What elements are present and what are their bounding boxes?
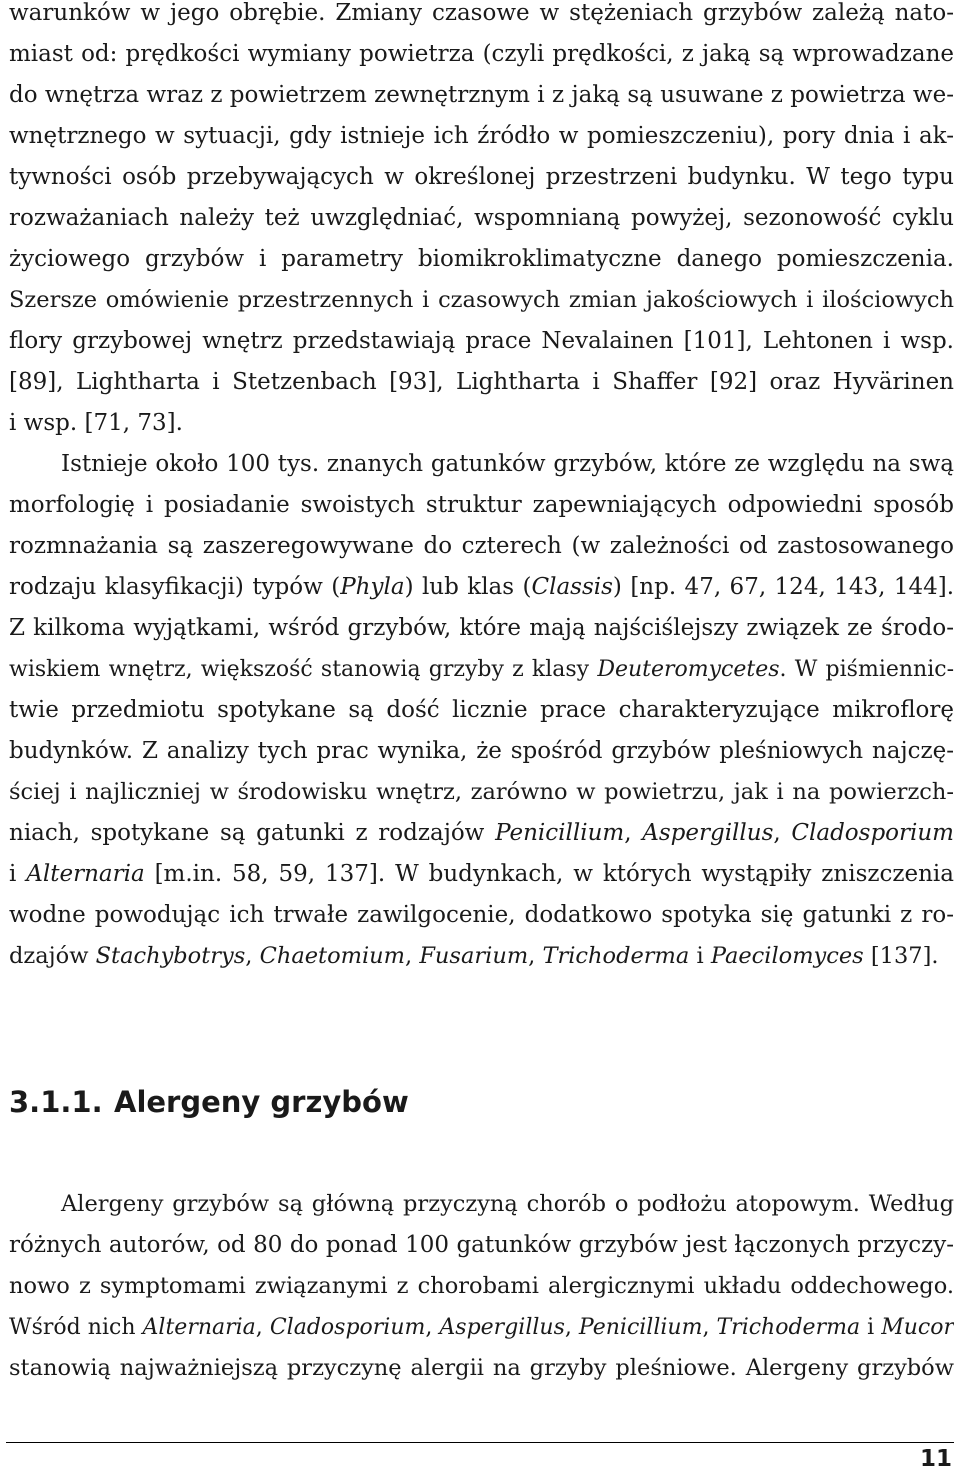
footer-rule [6, 1442, 954, 1443]
text-line [9, 936, 954, 977]
text-run: i [689, 943, 711, 969]
taxon-name: Aspergillus [642, 820, 774, 846]
text-line [9, 854, 954, 895]
text-line: wnętrznego w sytuacji, gdy istnieje ich źródło w pomieszczeniu), pory dnia i ak- [9, 123, 954, 149]
text-line: tywności osób przebywających w określonej przestrzeni budynku. W tego typu [9, 164, 954, 190]
taxon-name: Paecilomyces [710, 943, 864, 969]
text-run: ) lub klas ( [404, 574, 532, 600]
text-run: i [9, 861, 27, 887]
text-line: morfologię i posiadanie swoistych struktur zapewniających odpowiedni sposób [9, 492, 954, 518]
text-run: dzajów [9, 943, 96, 969]
section-number: 3.1.1. [9, 1085, 103, 1119]
taxon-name: Trichoderma [542, 943, 690, 969]
text-line: rozmnażania są zaszeregowywane do czterech (w zależności od zastosowanego [9, 533, 954, 559]
text-run: , [564, 1315, 579, 1340]
text-run: , [702, 1315, 717, 1340]
text-line: do wnętrza wraz z powietrzem zewnętrznym i z jaką są usuwane z powietrza we- [9, 82, 954, 108]
text-line [9, 813, 954, 854]
text-line: Szersze omówienie przestrzennych i czasowych zmian jakościowych i ilościowych [9, 287, 954, 313]
section-heading [9, 1078, 409, 1126]
text-run: , [773, 820, 792, 846]
text-line: flory grzybowej wnętrz przedstawiają prace Nevalainen [101], Lehtonen i wsp. [9, 328, 954, 354]
taxon-name: Aspergillus [439, 1315, 565, 1340]
text-line [9, 1307, 954, 1348]
text-run: , [255, 1315, 270, 1340]
taxon-name: Mucor [881, 1315, 954, 1340]
taxon-name: Stachybotrys [95, 943, 246, 969]
taxon-name: Alternaria [26, 861, 145, 887]
text-run: , [425, 1315, 440, 1340]
taxon-name: Trichoderma [716, 1315, 861, 1340]
taxon-name: Phyla [340, 574, 405, 600]
taxon-name: Penicillium [495, 820, 625, 846]
text-run: wiskiem wnętrz, większość stanowią grzyby z klasy [9, 657, 598, 682]
text-line: Istnieje około 100 tys. znanych gatunków grzybów, które ze względu na swą [61, 451, 954, 477]
text-line [9, 649, 954, 690]
text-line: budynków. Z analizy tych prac wynika, że spośród grzybów pleśniowych najczę- [9, 738, 954, 764]
text-line: nowo z symptomami związanymi z chorobami alergicznymi układu oddechowego. [9, 1273, 954, 1299]
text-line: życiowego grzybów i parametry biomikroklimatyczne danego pomieszczenia. [9, 246, 954, 272]
text-run: rodzaju klasyfikacji) typów ( [9, 574, 341, 600]
text-line: twie przedmiotu spotykane są dość licznie prace charakteryzujące mikroflorę [9, 697, 954, 723]
text-line: i wsp. [71, 73]. [9, 410, 183, 436]
text-run: , [624, 820, 643, 846]
taxon-name: Cladosporium [791, 820, 954, 846]
taxon-name: Classis [531, 574, 613, 600]
page-number: 11 [919, 1446, 952, 1472]
text-run: ) [np. 47, 67, 124, 143, 144]. [612, 574, 954, 600]
text-line [9, 567, 954, 608]
taxon-name: Chaetomium [259, 943, 405, 969]
text-run: [m.in. 58, 59, 137]. W budynkach, w których wystąpiły zniszczenia [144, 861, 954, 887]
taxon-name: Deuteromycetes [597, 657, 780, 682]
text-line: ściej i najliczniej w środowisku wnętrz, zarówno w powietrzu, jak i na powierzch- [9, 779, 954, 805]
text-run: , [245, 943, 260, 969]
taxon-name: Alternaria [142, 1315, 256, 1340]
text-line: rozważaniach należy też uwzględniać, wspomnianą powyżej, sezonowość cyklu [9, 205, 954, 231]
text-run: niach, spotykane są gatunki z rodzajów [9, 820, 496, 846]
taxon-name: Penicillium [578, 1315, 703, 1340]
section-title: Alergeny grzybów [114, 1085, 409, 1119]
text-line: miast od: prędkości wymiany powietrza (czyli prędkości, z jaką są wprowadzane [9, 41, 954, 67]
taxon-name: Fusarium [419, 943, 529, 969]
text-line: warunków w jego obrębie. Zmiany czasowe w stężeniach grzybów zależą nato- [9, 0, 954, 26]
text-run: [137]. [863, 943, 939, 969]
text-line: stanowią najważniejszą przyczynę alergii na grzyby pleśniowe. Alergeny grzybów [9, 1355, 954, 1381]
text-run: Wśród nich [9, 1315, 143, 1340]
text-line: wodne powodując ich trwałe zawilgocenie, dodatkowo spotyka się gatunki z ro- [9, 902, 954, 928]
text-run: i [860, 1315, 882, 1340]
taxon-name: Cladosporium [269, 1315, 426, 1340]
text-line: Alergeny grzybów są główną przyczyną chorób o podłożu atopowym. Według [61, 1191, 954, 1217]
text-run: . W piśmiennic- [779, 657, 954, 682]
text-run: , [405, 943, 420, 969]
text-line: Z kilkoma wyjątkami, wśród grzybów, które mają najściślejszy związek ze środo- [9, 615, 954, 641]
text-line: różnych autorów, od 80 do ponad 100 gatunków grzybów jest łączonych przyczy- [9, 1232, 954, 1258]
text-run: , [528, 943, 543, 969]
text-line: [89], Lightharta i Stetzenbach [93], Lightharta i Shaffer [92] oraz Hyvärinen [9, 369, 954, 395]
